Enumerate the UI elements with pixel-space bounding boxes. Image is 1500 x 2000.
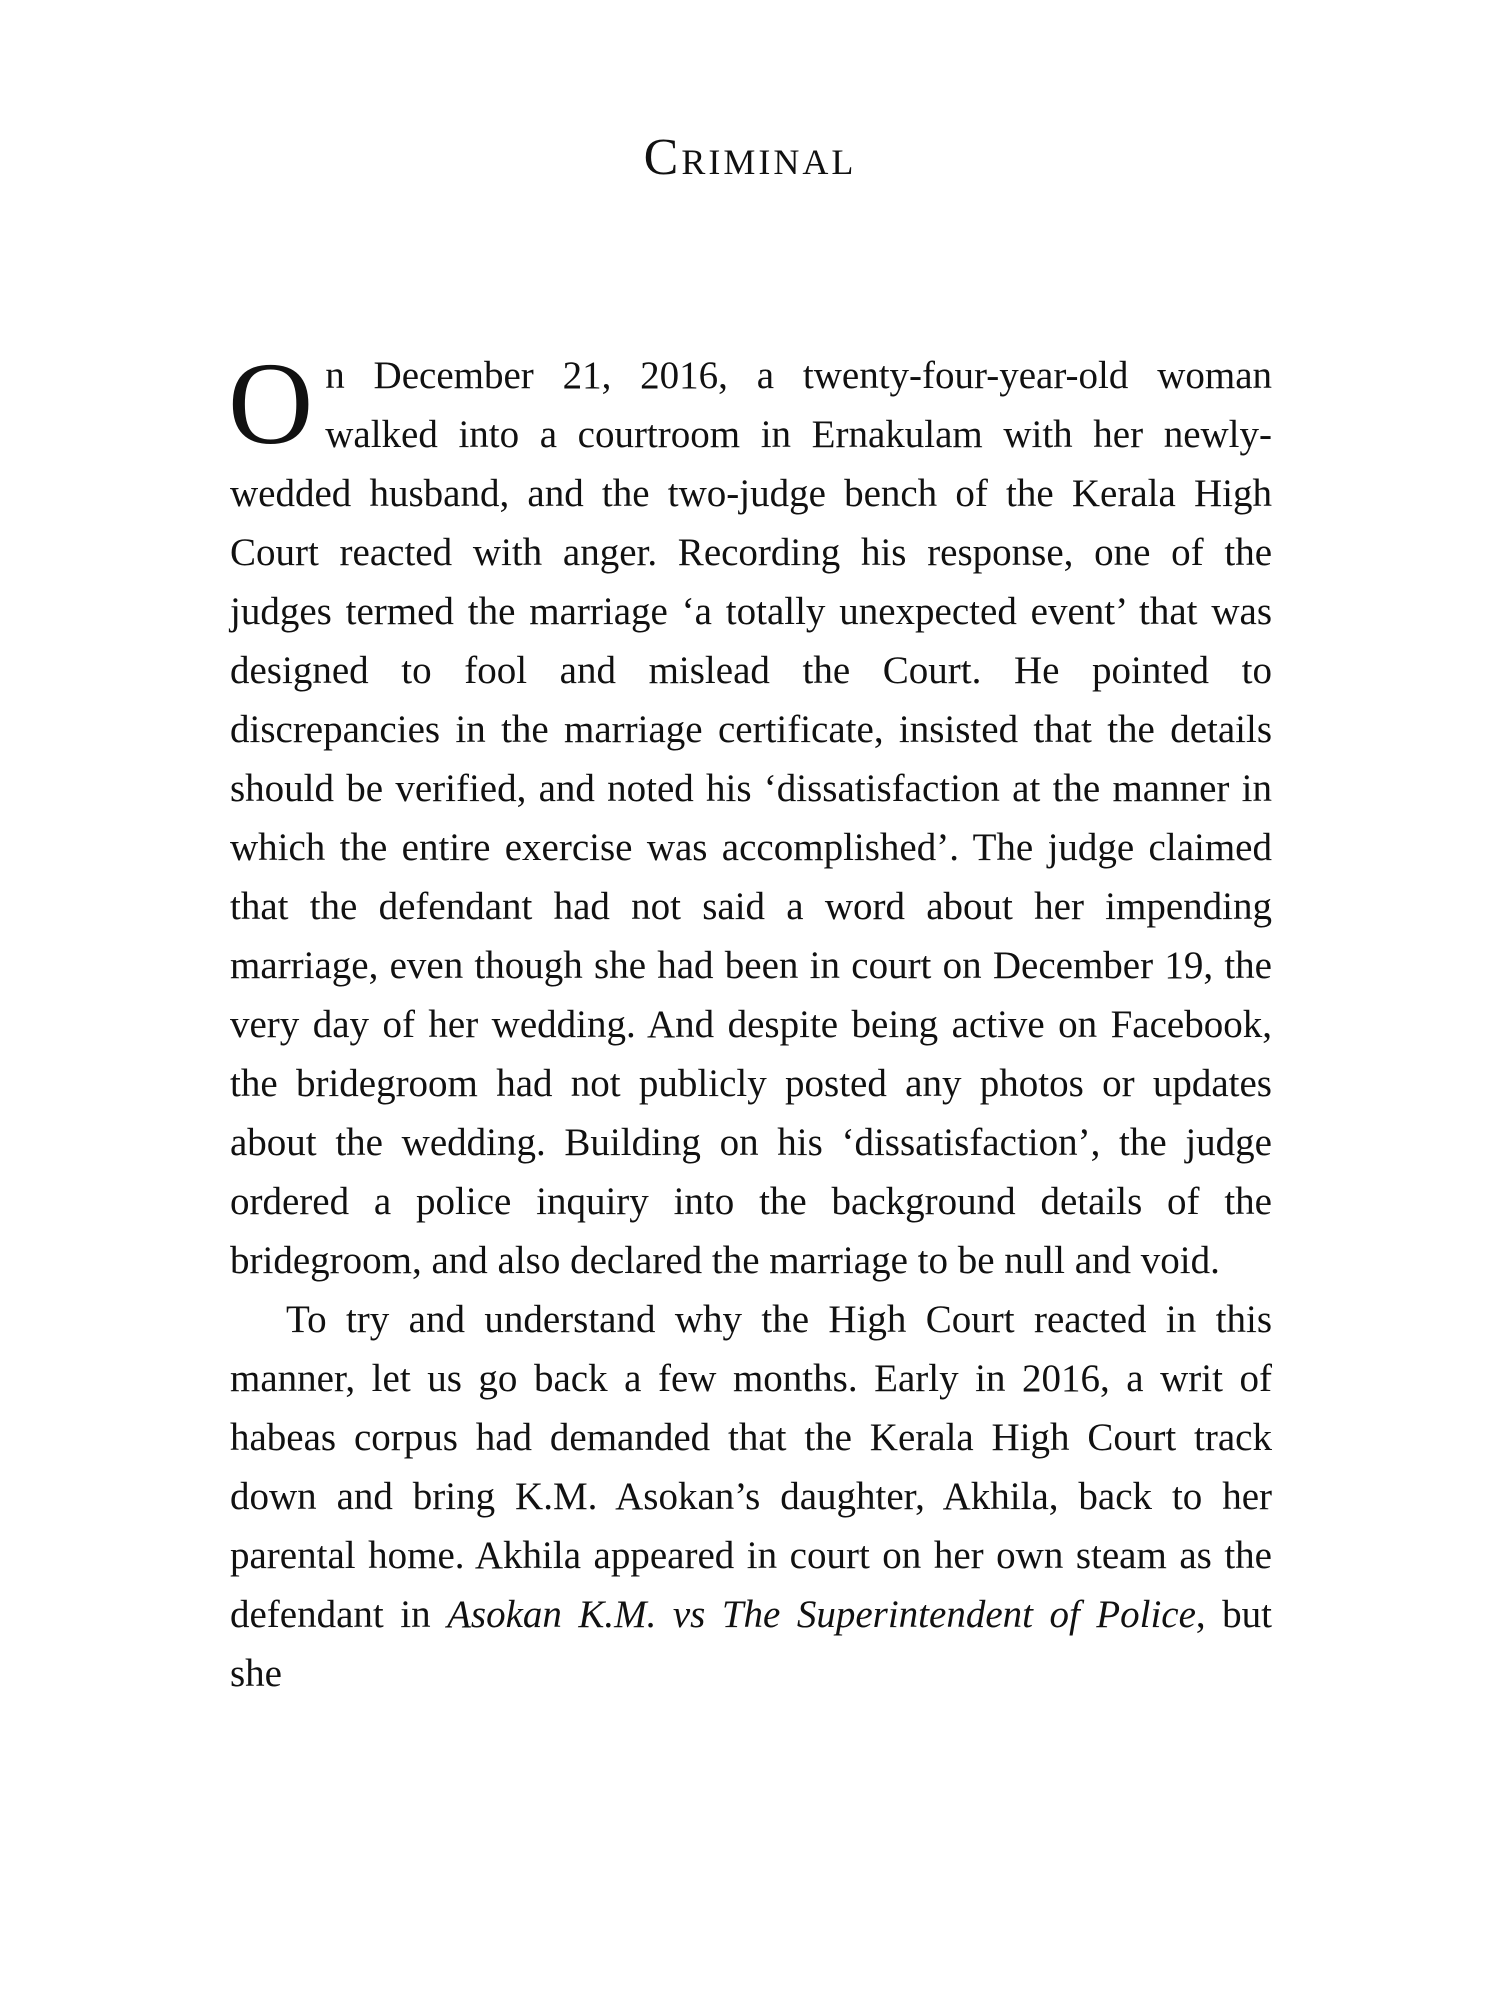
drop-cap: O: [228, 338, 314, 469]
paragraph-1-text: n December 21, 2016, a twenty-four-year-old woman walked into a courtroom in Ernakulam with her newly-wedded husband, and the two-judge bench of the Kerala High Court reacted with anger. Recording his response, one of the judges termed the marriage ‘a totally unexpected event’ that was designed to fool and mislead the Court. He pointed to discrepancies in the marriage certificate, insisted that the details should be verified, and noted his ‘dissatisfaction at the manner in which the entire exercise was accomplished’. The judge claimed that the defendant had not said a word about her impending marriage, even though she had been in court on December 19, the very day of her wedding. And despite being active on Facebook, the bridegroom had not publicly posted any photos or updates about the wedding. Building on his ‘dissatisfaction’, the judge ordered a police inquiry into the background details of the bridegroom, and also declared the marriage to be null and void.: [230, 354, 1272, 1282]
paragraph-2-text-after: , but she: [230, 1593, 1272, 1695]
chapter-title: Criminal: [643, 129, 857, 186]
paragraph-2: [230, 1290, 1272, 1703]
paragraph-1: [228, 338, 1272, 1290]
case-name: Asokan K.M. vs The Superintendent of Police: [447, 1593, 1196, 1636]
body-text: [228, 338, 1272, 1703]
paragraph-2-text-before: To try and understand why the High Court reacted in this manner, let us go back a few months. Early in 2016, a writ of habeas corpus had demanded that the Kerala High Court track down and bring K.M. Asokan’s daughter, Akhila, back to her parental home. Akhila appeared in court on her own steam as the defendant in: [230, 1298, 1272, 1636]
